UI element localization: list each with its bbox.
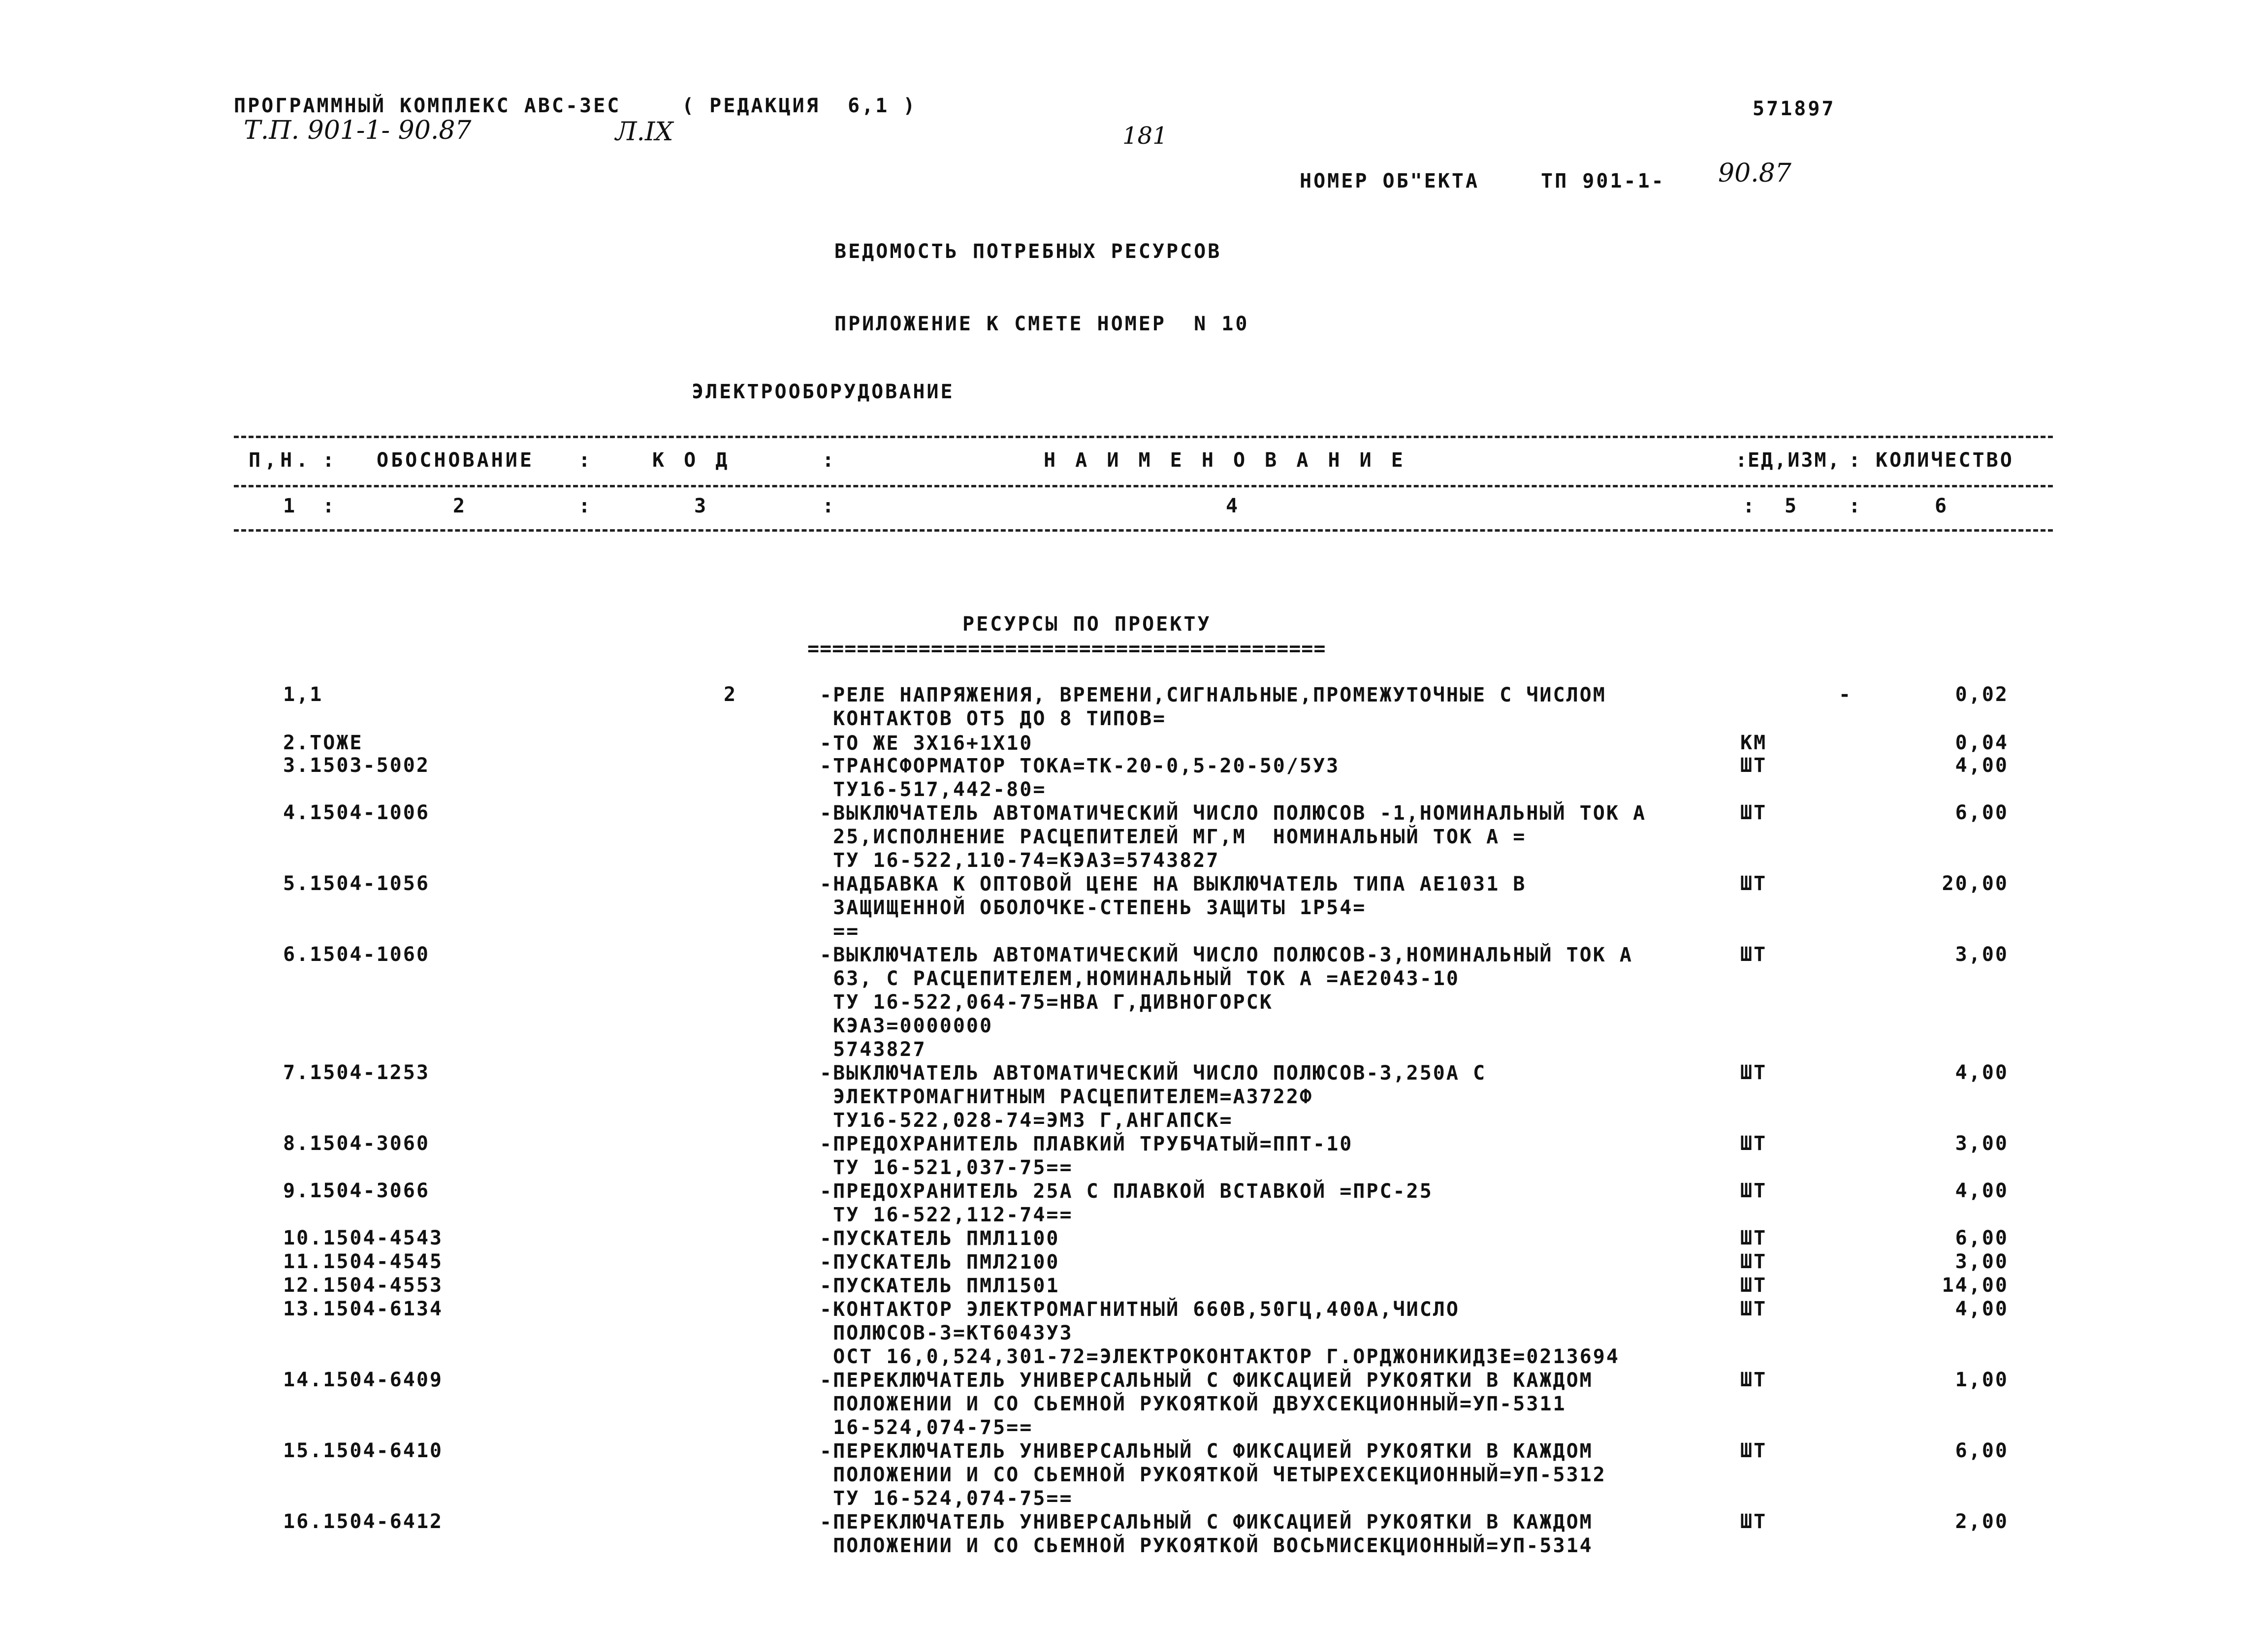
row-description: -ПРЕДОХРАНИТЕЛЬ 25А С ПЛАВКОЙ ВСТАВКОЙ =ПРС-25 ТУ 16-522,112-74==	[820, 1180, 1433, 1226]
row-number: 2.ТОЖЕ	[283, 732, 363, 754]
row-quantity: 0,04	[1955, 732, 2009, 754]
col-header-basis: ОБОСНОВАНИЕ	[377, 449, 534, 472]
object-number-value: ТП 901-1-	[1541, 170, 1665, 192]
row-description: -ПУСКАТЕЛЬ ПМЛ1501	[820, 1275, 1060, 1297]
row-number: 14.1504-6409	[283, 1369, 443, 1391]
row-unit: ШТ	[1740, 1227, 1767, 1249]
handwritten-object-number: 90.87	[1718, 159, 1791, 188]
row-unit: ШТ	[1740, 943, 1767, 966]
row-quantity: 3,00	[1955, 943, 2009, 966]
col-index-1: 1	[283, 495, 299, 517]
row-unit: ШТ	[1740, 1180, 1767, 1202]
col-sep: :	[822, 449, 838, 472]
object-number-label: НОМЕР ОБ"ЕКТА	[1300, 170, 1480, 192]
row-number: 12.1504-4553	[283, 1274, 443, 1297]
program-line: ПРОГРАММНЫЙ КОМПЛЕКС АВС-3ЕС	[234, 95, 621, 117]
row-description: -ТРАНСФОРМАТОР ТОКА=ТК-20-0,5-20-50/5У3 ТУ16-517,442-80=	[820, 755, 1340, 801]
row-quantity: 6,00	[1955, 1227, 2009, 1249]
row-unit: ШТ	[1740, 801, 1767, 824]
row-quantity: 3,00	[1955, 1132, 2009, 1155]
row-quantity: 2,00	[1955, 1510, 2009, 1533]
row-unit: ШТ	[1740, 754, 1767, 777]
handwritten-tp-number: Т.П. 901-1- 90.87	[244, 116, 472, 145]
row-description: -ПУСКАТЕЛЬ ПМЛ2100	[820, 1251, 1060, 1274]
handwritten-page-number: 181	[1122, 122, 1168, 150]
row-number: 9.1504-3066	[283, 1180, 430, 1202]
row-description: -ПРЕДОХРАНИТЕЛЬ ПЛАВКИЙ ТРУБЧАТЫЙ=ППТ-10 ТУ 16-521,037-75==	[820, 1133, 1353, 1179]
header-rule-bottom	[234, 529, 2053, 532]
row-number: 8.1504-3060	[283, 1132, 430, 1155]
row-basis: 2	[724, 683, 737, 706]
col-sep: :	[822, 495, 838, 517]
col-header-name: Н А И М Е Н О В А Н И Е	[1044, 449, 1407, 472]
row-number: 6.1504-1060	[283, 943, 430, 966]
row-quantity: 14,00	[1942, 1274, 2009, 1297]
row-unit: ШТ	[1740, 1510, 1767, 1533]
row-unit: ШТ	[1740, 1250, 1767, 1273]
row-unit: ШТ	[1740, 1369, 1767, 1391]
col-sep: :	[1735, 449, 1752, 472]
document-number: 571897	[1753, 97, 1836, 120]
row-quantity: 4,00	[1955, 1180, 2009, 1202]
col-header-unit: ЕД,ИЗМ,	[1748, 449, 1841, 472]
row-description: -ПЕРЕКЛЮЧАТЕЛЬ УНИВЕРСАЛЬНЫЙ С ФИКСАЦИЕЙ РУКОЯТКИ В КАЖДОМ ПОЛОЖЕНИИ И СО СЬЕМНОЙ РУКОЯТКОЙ ВОСЬМИСЕКЦИОННЫЙ=УП-5314	[820, 1511, 1593, 1557]
row-quantity: 3,00	[1955, 1250, 2009, 1273]
edition-label: ( РЕДАКЦИЯ 6,1 )	[682, 95, 917, 117]
col-sep: :	[578, 495, 595, 517]
page-title: ВЕДОМОСТЬ ПОТРЕБНЫХ РЕСУРСОВ	[834, 240, 1222, 263]
row-description: -НАДБАВКА К ОПТОВОЙ ЦЕНЕ НА ВЫКЛЮЧАТЕЛЬ ТИПА АЕ1031 В ЗАЩИЩЕННОЙ ОБОЛОЧКЕ-СТЕПЕНЬ ЗАЩИТЫ 1Р54= ==	[820, 873, 1527, 943]
col-index-5: 5	[1785, 495, 1801, 517]
row-description: -ТО ЖЕ 3Х16+1Х10	[820, 732, 1033, 755]
row-number: 7.1504-1253	[283, 1061, 430, 1084]
row-quantity: 4,00	[1955, 754, 2009, 777]
handwritten-sheet-mark: Л.IX	[615, 117, 673, 147]
section-title: ЭЛЕКТРООБОРУДОВАНИЕ	[692, 381, 955, 403]
row-description: -ПЕРЕКЛЮЧАТЕЛЬ УНИВЕРСАЛЬНЫЙ С ФИКСАЦИЕЙ РУКОЯТКИ В КАЖДОМ ПОЛОЖЕНИИ И СО СЬЕМНОЙ РУКОЯТКОЙ ЧЕТЫРЕХСЕКЦИОННЫЙ=УП-5312 ТУ 16-524,074-75==	[820, 1440, 1606, 1510]
col-sep: :	[1849, 449, 1865, 472]
row-unit: ШТ	[1740, 1274, 1767, 1297]
row-number: 4.1504-1006	[283, 801, 430, 824]
col-sep: :	[322, 495, 339, 517]
row-quantity: 6,00	[1955, 1439, 2009, 1462]
row-description: -ПУСКАТЕЛЬ ПМЛ1100	[820, 1227, 1060, 1250]
row-unit: ШТ	[1740, 1439, 1767, 1462]
row-number: 1,1	[283, 683, 323, 706]
col-header-code: К О Д	[652, 449, 732, 472]
page-subtitle: ПРИЛОЖЕНИЕ К СМЕТЕ НОМЕР N 10	[834, 313, 1249, 335]
col-sep: :	[322, 449, 339, 472]
col-sep: :	[1743, 495, 1759, 517]
row-unit-dash: -	[1839, 683, 1853, 706]
row-number: 15.1504-6410	[283, 1439, 443, 1462]
row-quantity: 1,00	[1955, 1369, 2009, 1391]
row-quantity: 20,00	[1942, 872, 2009, 895]
row-unit: ШТ	[1740, 872, 1767, 895]
row-unit: ШТ	[1740, 1132, 1767, 1155]
col-sep: :	[1849, 495, 1865, 517]
row-description: -ВЫКЛЮЧАТЕЛЬ АВТОМАТИЧЕСКИЙ ЧИСЛО ПОЛЮСОВ-3,НОМИНАЛЬНЫЙ ТОК А 63, С РАСЦЕПИТЕЛЕМ,НОМИНАЛЬНЫЙ ТОК А =АЕ2043-10 ТУ 16-522,064-75=НВА Г,ДИВНОГОРСК КЭАЗ=0000000 5743827	[820, 944, 1633, 1061]
resources-title: РЕСУРСЫ ПО ПРОЕКТУ	[962, 613, 1212, 636]
row-number: 13.1504-6134	[283, 1298, 443, 1320]
row-quantity: 4,00	[1955, 1298, 2009, 1320]
col-header-number: П,Н.	[249, 449, 312, 472]
row-description: -ПЕРЕКЛЮЧАТЕЛЬ УНИВЕРСАЛЬНЫЙ С ФИКСАЦИЕЙ РУКОЯТКИ В КАЖДОМ ПОЛОЖЕНИИ И СО СЬЕМНОЙ РУКОЯТКОЙ ДВУХСЕКЦИОННЫЙ=УП-5311 16-524,074-75==	[820, 1369, 1593, 1439]
col-header-quantity: КОЛИЧЕСТВО	[1876, 449, 2014, 472]
row-unit: КМ	[1740, 732, 1767, 754]
col-index-2: 2	[453, 495, 469, 517]
row-number: 3.1503-5002	[283, 754, 430, 777]
row-unit: ШТ	[1740, 1298, 1767, 1320]
resources-underline: ==========================================	[807, 638, 1326, 660]
row-description: -ВЫКЛЮЧАТЕЛЬ АВТОМАТИЧЕСКИЙ ЧИСЛО ПОЛЮСОВ -1,НОМИНАЛЬНЫЙ ТОК А 25,ИСПОЛНЕНИЕ РАСЦЕПИТЕЛЕЙ МГ,М НОМИНАЛЬНЫЙ ТОК А = ТУ 16-522,110-74=КЭАЗ=5743827	[820, 802, 1647, 872]
row-number: 11.1504-4545	[283, 1250, 443, 1273]
row-unit: ШТ	[1740, 1061, 1767, 1084]
col-index-3: 3	[694, 495, 710, 517]
row-quantity: 0,02	[1955, 683, 2009, 706]
header-rule-middle	[234, 485, 2053, 487]
col-index-6: 6	[1935, 495, 1951, 517]
row-description: -КОНТАКТОР ЭЛЕКТРОМАГНИТНЫЙ 660В,50ГЦ,400А,ЧИСЛО ПОЛЮСОВ-3=КТ6043У3 ОСТ 16,0,524,301-72=ЭЛЕКТРОКОНТАКТОР Г.ОРДЖОНИКИДЗЕ=0213694	[820, 1298, 1620, 1368]
row-quantity: 6,00	[1955, 801, 2009, 824]
row-number: 10.1504-4543	[283, 1227, 443, 1249]
row-number: 5.1504-1056	[283, 872, 430, 895]
col-sep: :	[578, 449, 595, 472]
col-index-4: 4	[1226, 495, 1242, 517]
row-quantity: 4,00	[1955, 1061, 2009, 1084]
row-description: -РЕЛЕ НАПРЯЖЕНИЯ, ВРЕМЕНИ,СИГНАЛЬНЫЕ,ПРОМЕЖУТОЧНЫЕ С ЧИСЛОМ КОНТАКТОВ ОТ5 ДО 8 ТИПОВ=	[820, 684, 1606, 730]
row-description: -ВЫКЛЮЧАТЕЛЬ АВТОМАТИЧЕСКИЙ ЧИСЛО ПОЛЮСОВ-3,250А С ЭЛЕКТРОМАГНИТНЫМ РАСЦЕПИТЕЛЕМ=А3722Ф ТУ16-522,028-74=ЭМЗ Г,АНГАПСК=	[820, 1062, 1487, 1132]
header-rule-top	[234, 436, 2053, 438]
row-number: 16.1504-6412	[283, 1510, 443, 1533]
